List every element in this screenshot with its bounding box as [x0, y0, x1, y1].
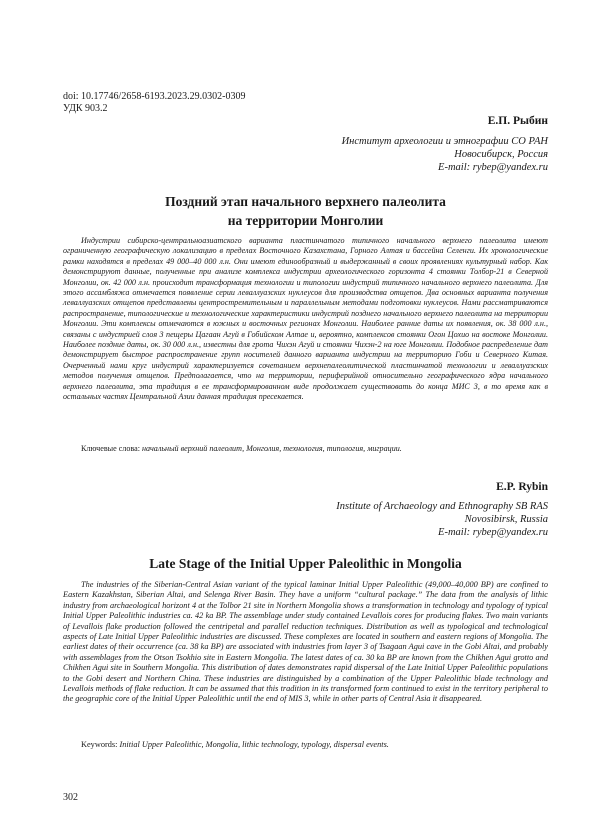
email-en[interactable]: E-mail: rybep@yandex.ru — [438, 527, 548, 538]
affiliation-ru — [342, 135, 548, 174]
email-ru[interactable]: E-mail: rybep@yandex.ru — [438, 162, 548, 173]
keywords-text-ru: начальный верхний палеолит, Монголия, технология, типология, миграции. — [141, 444, 402, 453]
article-title-en: Late Stage of the Initial Upper Paleolithic in Mongolia — [149, 556, 462, 571]
affiliation-en — [336, 500, 548, 539]
institution-ru: Институт археологии и этнографии СО РАН — [341, 136, 548, 147]
keywords-ru — [81, 444, 548, 454]
keywords-label-en: Keywords: — [81, 740, 118, 749]
location-en: Novosibirsk, Russia — [464, 514, 548, 525]
location-ru: Новосибирск, Россия — [454, 149, 548, 160]
author-name-ru: Е.П. Рыбин — [487, 115, 548, 127]
article-meta — [63, 91, 246, 115]
page-number: 302 — [63, 792, 78, 803]
keywords-text-en: Initial Upper Paleolithic, Mongolia, lithic technology, typology, dispersal events. — [119, 740, 389, 749]
udk-code: УДК 903.2 — [63, 103, 108, 114]
title-ru-line-2: на территории Монголии — [227, 213, 384, 228]
title-ru-line-1: Поздний этап начального верхнего палеолита — [165, 194, 446, 209]
keywords-en — [81, 740, 548, 750]
abstract-ru: Индустрии сибирско-центральноазиатского варианта пластинчатого типичного начального верхнего палеолита имеют ограниченную географическую локализацию в пределах Восточного Казахстана, Горного Алтая и бассейна Селенги. Их хронологические рамки находятся в пределах 49 000–40 000 л.н. Они имеют единообразный и выдержанный в своих проявлениях культурный набор. Как демонстрируют данные, полученные при анализе комплекса индустрии археологического горизонта 4 стоянки Толбор-21 в Северной Монголии, ок. 42 000 л.н. происходит трансформация технологии и типологии индустрий типичного начального верхнего палеолита. Для этого ассамбляжа отмечается появление серии леваллуазских нуклеусов для производства отщепов. Два основных варианта получения леваллуазских отщепов представлены центростремительным и параллельным методами подготовки нуклеусов. Нами рассматриваются распространение, типологические и технологические характеристики индустрий позднего начального верхнего палеолита на территории Монголии. Эти комплексы отмечаются в южных и восточных регионах Монголии. Наиболее ранние даты их появления, ок. 38 000 л.н., связаны с индустрией слоя 3 пещеры Цагаан Агуй в Гобийском Алтае и, вероятно, комплексов стоянки Огон Цохио на востоке Монголии. Наиболее поздние даты, ок. 30 000 л.н., известны для грота Чихэн Агуй и стоянки Чихэн-2 на юге Монголии. Подобное распределение дат демонстрирует быстрое распространение групп носителей данного варианта индустрии на территорию Гоби и Северного Китая. Очерченный нами круг индустрий характеризуется сочетанием верхнепалеолитической пластинчатой технологии и леваллуазских методов получения отщепов. Предполагается, что на территории, периферийной относительно географического ядра начального верхнего палеолита, эта традиция в ее трансформированном виде продолжает существовать до конца МИС 3, в то время как в остальных частях Центральной Азии данная традиция пресекается. — [63, 236, 548, 402]
keywords-label-ru: Ключевые слова: — [81, 444, 140, 453]
institution-en: Institute of Archaeology and Ethnography SB RAS — [336, 501, 548, 512]
author-name-en: E.P. Rybin — [496, 481, 548, 493]
doi[interactable]: doi: 10.17746/2658-6193.2023.29.0302-0309 — [63, 91, 246, 102]
abstract-en: The industries of the Siberian-Central Asian variant of the typical laminar Initial Upper Paleolithic (49,000–40,000 BP) are confined to Eastern Kazakhstan, Siberian Altai, and Selenga River Basin. They have a uniform “cultural package.” The data from the analysis of lithic industry from archaeological horizont 4 at the Tolbor 21 site in Northern Mongolia shows a transformation in technology and typology of typical Initial Upper Paleolithic industries ca. 42 ka BP. The assemblage under study contained Levallois cores for producing flakes. Two main variants of Levallois flake production followed the centripetal and parallel reduction techniques. Distribution as well as typological and technological aspects of Late Initial Upper Paleolithic industries are discussed. These complexes are located in southern and eastern regions of Mongolia. The earliest dates of their occurrence (ca. 38 ka BP) are associated with industries from layer 3 of Tsagaan Agui cave in the Gobi Altai, and probably with assemblages from the Otson Tsokhio site in Eastern Mongolia. The latest dates of ca. 30 ka BP are known from the Chikhen Agui grotto and Chikhen Agui site in Southern Mongolia. This distribution of dates demonstrates rapid dispersal of the Late Initial Upper Paleolithic populations to the Gobi desert and Northern China. These industries are distinguished by a combination of the Upper Paleolithic blade technology and Levallois methods of flake reduction. It can be assumed that this tradition in its transformed form continued to exist in the territory peripheral to the geographic core of the Initial Upper Paleolithic until the end of MIS 3, while in other parts of Central Asia it disappeared. — [63, 580, 548, 704]
article-title-ru — [63, 192, 548, 230]
